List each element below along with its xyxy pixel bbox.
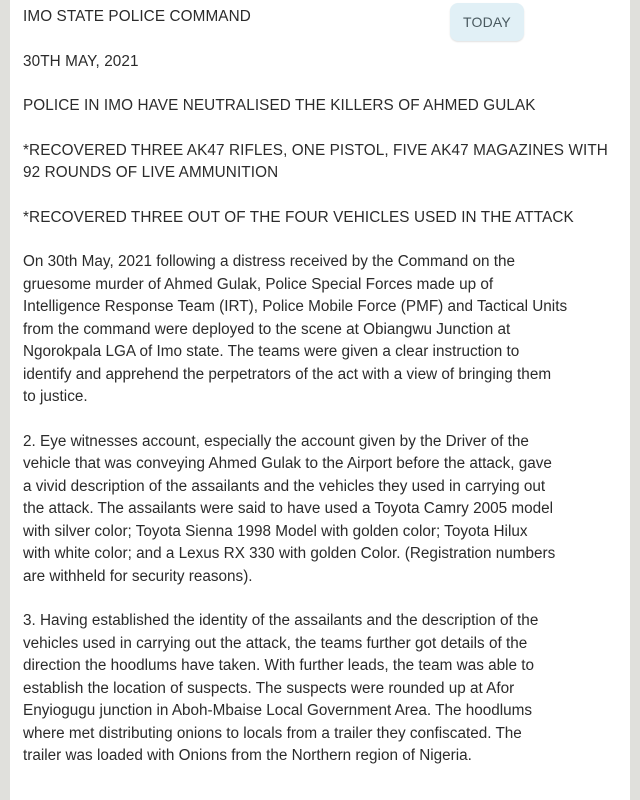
paragraph-3: [23, 610, 620, 768]
message-line: vehicle that was conveying Ahmed Gulak to the Airport before the attack, gave: [23, 455, 552, 472]
message-line: with white color; and a Lexus RX 330 with golden Color. (Registration numbers: [23, 545, 556, 562]
message-line: Intelligence Response Team (IRT), Police Mobile Force (PMF) and Tactical Units: [23, 298, 568, 315]
message-header-command: IMO STATE POLICE COMMAND: [23, 8, 251, 25]
message-line: On 30th May, 2021 following a distress received by the Command on the: [23, 253, 516, 270]
message-line: the attack. The assailants were said to have used a Toyota Camry 2005 model: [23, 500, 554, 517]
message-line: establish the location of suspects. The suspects were rounded up at Afor: [23, 679, 515, 697]
message-line: Enyiogugu junction in Aboh-Mbaise Local Government Area. The hoodlums: [23, 702, 533, 719]
message-line: from the command were deployed to the scene at Obiangwu Junction at: [23, 320, 511, 338]
message-line: *RECOVERED THREE AK47 RIFLES, ONE PISTOL, FIVE AK47 MAGAZINES WITH: [23, 141, 608, 159]
message-line: to justice.: [23, 388, 88, 405]
message-line: 2. Eye witnesses account, especially the account given by the Driver of the: [23, 432, 529, 450]
date-chip-today: TODAY: [450, 3, 524, 41]
message-line: gruesome murder of Ahmed Gulak, Police Special Forces made up of: [23, 275, 494, 293]
message-line: 92 ROUNDS OF LIVE AMMUNITION: [23, 164, 279, 181]
message-header-date: 30TH MAY, 2021: [23, 52, 139, 70]
message-line: direction the hoodlums have taken. With further leads, the team was able to: [23, 657, 535, 674]
chat-wallpaper-left: [0, 0, 10, 800]
message-line: a vivid description of the assailants and the vehicles they used in carrying out: [23, 477, 546, 495]
chat-wallpaper-right: [630, 0, 640, 800]
bullet-recovered-vehicles: *RECOVERED THREE OUT OF THE FOUR VEHICLES USED IN THE ATTACK: [23, 208, 574, 226]
message-line: trailer was loaded with Onions from the Northern region of Nigeria.: [23, 747, 472, 764]
message-bubble[interactable]: [10, 0, 630, 800]
message-line: Ngorokpala LGA of Imo state. The teams were given a clear instruction to: [23, 343, 520, 360]
message-line: where met distributing onions to locals from a trailer they confiscated. The: [23, 724, 522, 742]
message-line: with silver color; Toyota Sienna 1998 Model with golden color; Toyota Hilux: [23, 522, 528, 540]
paragraph-2: [23, 431, 620, 589]
bullet-recovered-weapons: [23, 140, 620, 185]
message-line: 3. Having established the identity of the assailants and the description of the: [23, 612, 539, 629]
message-line: are withheld for security reasons).: [23, 567, 253, 585]
paragraph-1: [23, 251, 620, 409]
message-line: identify and apprehend the perpetrators of the act with a view of bringing them: [23, 365, 552, 383]
message-line: vehicles used in carrying out the attack, the teams further got details of the: [23, 634, 528, 652]
message-headline: POLICE IN IMO HAVE NEUTRALISED THE KILLERS OF AHMED GULAK: [23, 97, 536, 114]
